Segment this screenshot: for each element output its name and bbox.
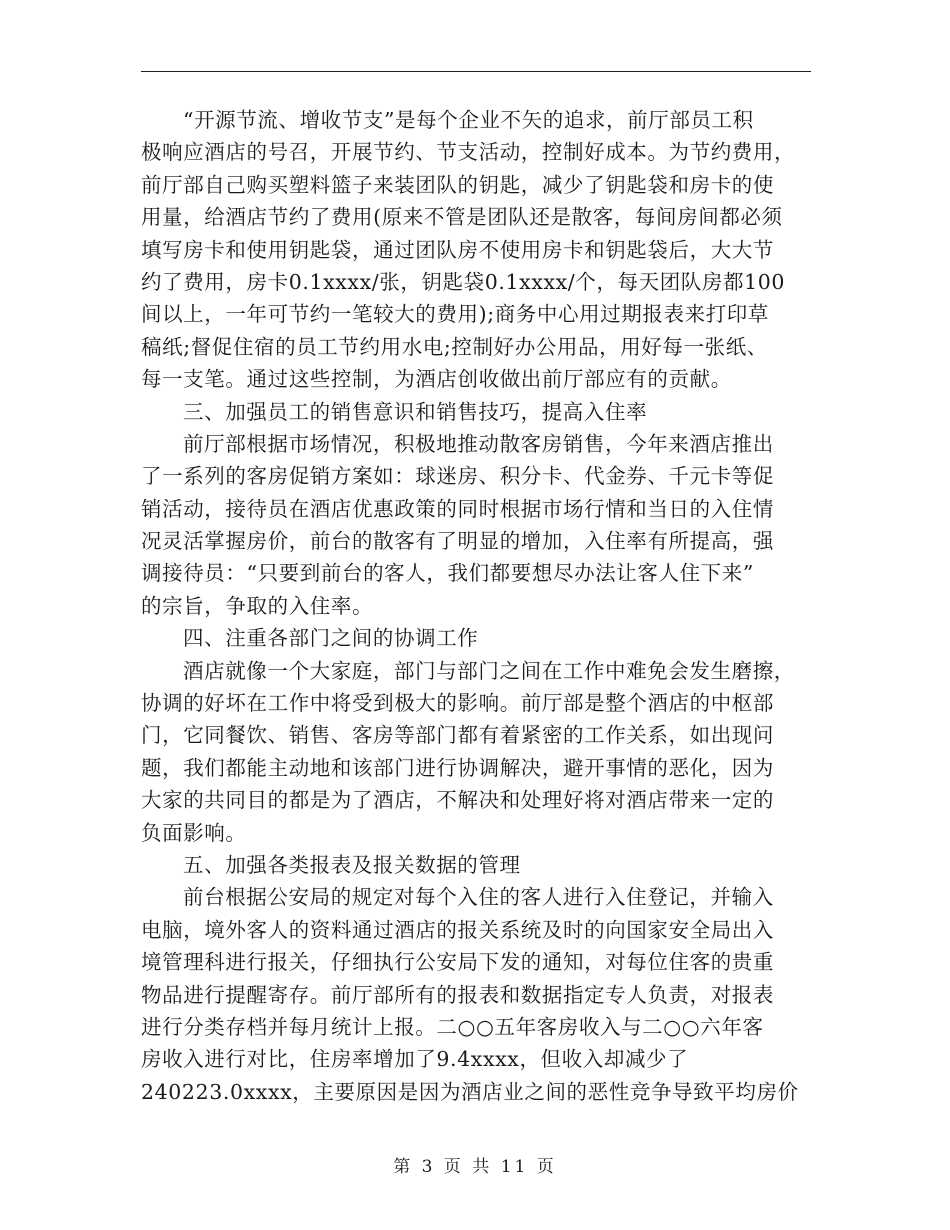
- paragraph-line: 境管理科进行报关，仔细执行公安局下发的通知，对每位住客的贵重: [141, 950, 774, 975]
- paragraph-line: 用量，给酒店节约了费用(原来不管是团队还是散客，每间房间都必须: [141, 205, 783, 230]
- paragraph-line: 前厅部根据市场情况，积极地推动散客房销售，今年来酒店推出: [183, 431, 774, 456]
- paragraph-line: 况灵活掌握房价，前台的散客有了明显的增加，入住率有所提高，强: [141, 529, 774, 554]
- paragraph-line: 物品进行提醒寄存。前厅部所有的报表和数据指定专人负责，对报表: [141, 982, 774, 1007]
- paragraph-line: 每一支笔。通过这些控制，为酒店创收做出前厅部应有的贡献。: [141, 367, 732, 392]
- section-heading: 五、加强各类报表及报关数据的管理: [183, 852, 521, 877]
- paragraph-line: 房收入进行对比，住房率增加了9.4xxxx，但收入却减少了: [141, 1047, 689, 1072]
- paragraph-line: 极响应酒店的号召，开展节约、节支活动，控制好成本。为节约费用，: [141, 140, 796, 165]
- section-heading: 四、注重各部门之间的协调工作: [183, 626, 479, 651]
- paragraph-line: 调接待员：“只要到前台的客人，我们都要想尽办法让客人住下来”: [141, 561, 754, 586]
- section-heading: 三、加强员工的销售意识和销售技巧，提高入住率: [183, 399, 648, 424]
- page-number-footer: 第 3 页 共 11 页: [393, 1157, 557, 1177]
- paragraph-line: “开源节流、增收节支”是每个企业不矢的追求，前厅部员工积: [183, 108, 754, 132]
- paragraph-line: 填写房卡和使用钥匙袋，通过团队房不使用房卡和钥匙袋后，大大节: [141, 237, 774, 262]
- paragraph-line: 门，它同餐饮、销售、客房等部门都有着紧密的工作关系，如出现问: [141, 723, 774, 748]
- document-body: [141, 104, 811, 1108]
- paragraph-line: 销活动，接待员在酒店优惠政策的同时根据市场行情和当日的入住情: [141, 496, 774, 521]
- paragraph-line: 大家的共同目的都是为了酒店，不解决和处理好将对酒店带来一定的: [141, 788, 774, 813]
- paragraph-line: 酒店就像一个大家庭，部门与部门之间在工作中难免会发生磨擦，: [183, 658, 795, 683]
- paragraph-line: 稿纸;督促住宿的员工节约用水电;控制好办公用品，用好每一张纸、: [141, 334, 768, 359]
- paragraph-line: 约了费用，房卡0.1xxxx/张，钥匙袋0.1xxxx/个，每天团队房都100: [141, 269, 786, 294]
- paragraph-line: 间以上，一年可节约一笔较大的费用);商务中心用过期报表来打印草: [141, 302, 770, 327]
- paragraph-line: 进行分类存档并每月统计上报。二○○五年客房收入与二○○六年客: [141, 1014, 764, 1039]
- paragraph-line: 负面影响。: [141, 820, 247, 845]
- paragraph-line: 240223.0xxxx，主要原因是因为酒店业之间的恶性竞争导致平均房价: [141, 1079, 799, 1104]
- paragraph-line: 电脑，境外客人的资料通过酒店的报关系统及时的向国家安全局出入: [141, 917, 774, 942]
- header-rule: [141, 71, 811, 72]
- paragraph-line: 题，我们都能主动地和该部门进行协调解决，避开事情的恶化，因为: [141, 755, 774, 780]
- paragraph-line: 前台根据公安局的规定对每个入住的客人进行入住登记，并输入: [183, 885, 774, 910]
- paragraph-line: 前厅部自己购买塑料篮子来装团队的钥匙，减少了钥匙袋和房卡的使: [141, 172, 774, 197]
- paragraph-line: 了一系列的客房促销方案如：球迷房、积分卡、代金券、千元卡等促: [141, 464, 774, 489]
- paragraph-line: 协调的好坏在工作中将受到极大的影响。前厅部是整个酒店的中枢部: [141, 691, 774, 716]
- paragraph-line: 的宗旨，争取的入住率。: [141, 593, 374, 618]
